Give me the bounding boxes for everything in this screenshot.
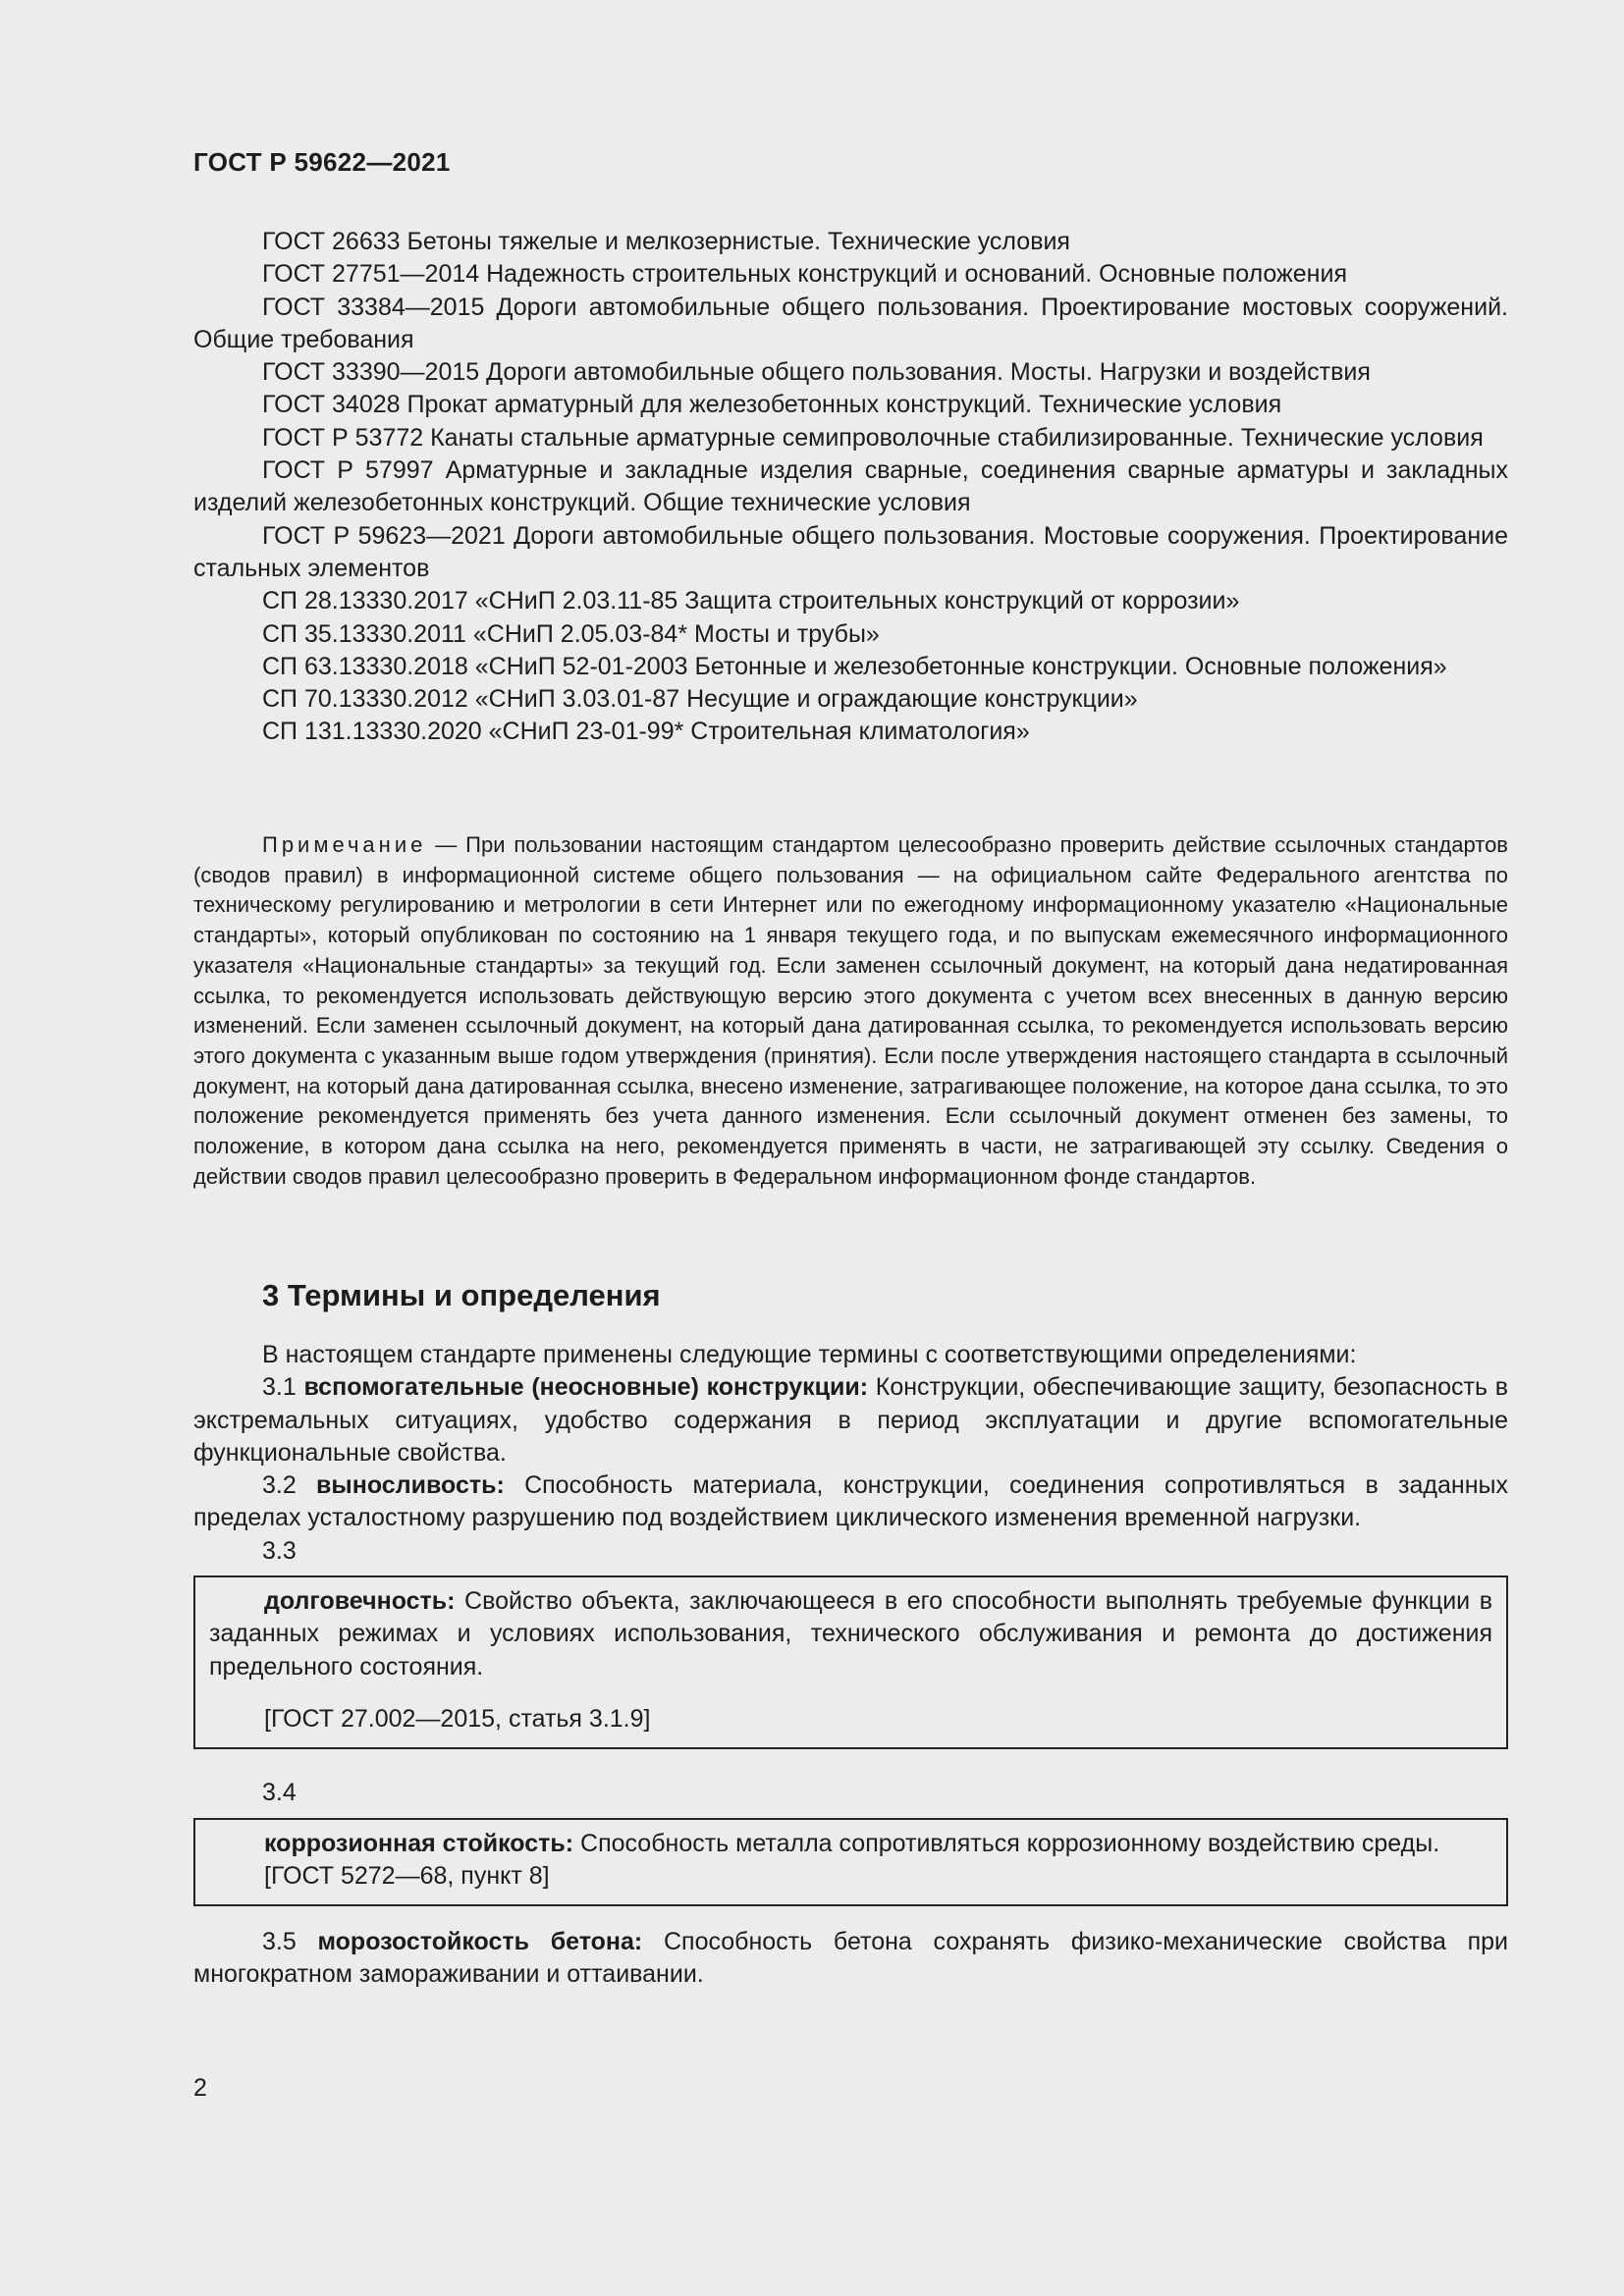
reference-item: ГОСТ 33390—2015 Дороги автомобильные общего пользования. Мосты. Нагрузки и воздействия: [262, 358, 1371, 387]
section-title: 3 Термины и определения: [262, 1278, 661, 1312]
note-text: — При пользовании настоящим стандартом целесообразно проверить действие ссылочных стандартов (сводов правил) в информационной системе общего пользования — на официальном сайте Федерального агентства по техническому регулированию и метрологии в сети Интернет или по ежегодному информационному указателю «Национальные стандарты», который опубликован по состоянию на 1 января текущего года, и по выпускам ежемесячного информационного указателя «Национальные стандарты» за текущий год. Если заменен ссылочный документ, на который дана недатированная ссылка, то рекомендуется использовать действующую версию этого документа с учетом всех внесенных в данную версию изменений. Если заменен ссылочный документ, на который дана датированная ссылка, то рекомендуется использовать версию этого документа с указанным выше годом утверждения (принятия). Если после утверждения настоящего стандарта в ссылочный документ, на который дана датированная ссылка, внесено изменение, затрагивающее положение, на которое дана ссылка, то это положение рекомендуется применять без учета данного изменения. Если ссылочный документ отменен без замены, то положение, в котором дана ссылка на него, рекомендуется применять в части, не затрагивающей эту ссылку. Сведения о действии сводов правил целесообразно проверить в Федеральном информационном фонде стандартов.: [193, 832, 1508, 1189]
term-citation: [ГОСТ 5272—68, пункт 8]: [264, 1861, 550, 1890]
reference-item: ГОСТ 27751—2014 Надежность строительных конструкций и оснований. Основные положения: [262, 260, 1347, 289]
normative-references: [193, 226, 1508, 749]
term-3-5: [193, 1926, 1508, 1992]
term-box-3-4: [193, 1818, 1508, 1907]
term-name: долговечность:: [264, 1587, 456, 1616]
term-citation: [ГОСТ 27.002—2015, статья 3.1.9]: [264, 1704, 651, 1733]
reference-item: СП 35.13330.2011 «СНиП 2.05.03-84* Мосты и трубы»: [262, 619, 880, 648]
reference-item: ГОСТ Р 57997 Арматурные и закладные изделия сварные, соединения сварные арматуры и закладных изделий железобетонных конструкций. Общие технические условия: [193, 456, 1508, 517]
terms-section: [193, 1339, 1508, 1992]
reference-item: ГОСТ Р 53772 Канаты стальные арматурные семипроволочные стабилизированные. Технические условия: [262, 423, 1484, 452]
term-number: 3.1: [262, 1373, 304, 1402]
term-3-2: [193, 1469, 1508, 1535]
term-definition: Способность материала, конструкции, соединения сопротивляться в заданных пределах усталостному разрушению под воздействием циклического изменения временной нагрузки.: [193, 1471, 1508, 1532]
term-name: вспомогательные (неосновные) конструкции:: [303, 1373, 869, 1402]
reference-item: ГОСТ 26633 Бетоны тяжелые и мелкозернистые. Технические условия: [262, 228, 1070, 255]
term-3-3: [209, 1585, 1492, 1683]
term-definition: Способность металла сопротивляться коррозионному воздействию среды.: [573, 1829, 1440, 1857]
term-definition: Свойство объекта, заключающееся в его способности выполнять требуемые функции в заданных режимах и условиях использования, технического обслуживания и ремонта до достижения предельного состояния.: [209, 1587, 1492, 1681]
term-number: 3.5: [262, 1928, 318, 1956]
term-number-3-4: 3.4: [262, 1779, 297, 1807]
term-name: морозостойкость бетона:: [317, 1928, 643, 1956]
reference-item: ГОСТ 33384—2015 Дороги автомобильные общего пользования. Проектирование мостовых сооружений. Общие требования: [193, 293, 1508, 353]
term-name: выносливость:: [316, 1471, 505, 1500]
page-number: 2: [193, 2074, 207, 2102]
note-label: Примечание: [262, 832, 427, 857]
reference-item: СП 70.13330.2012 «СНиП 3.03.01-87 Несущие и ограждающие конструкции»: [262, 685, 1138, 714]
term-number: 3.2: [262, 1471, 317, 1500]
term-3-1: [193, 1371, 1508, 1469]
reference-item: ГОСТ 34028 Прокат арматурный для железобетонных конструкций. Технические условия: [262, 391, 1282, 419]
section-intro: В настоящем стандарте применены следующие термины с соответствующими определениями:: [262, 1341, 1357, 1368]
term-name: коррозионная стойкость:: [264, 1829, 574, 1857]
term-box-3-3: [193, 1575, 1508, 1749]
term-definition: Способность бетона сохранять физико-механические свойства при многократном замораживании и оттаивании.: [193, 1928, 1509, 1989]
document-header: ГОСТ Р 59622—2021: [193, 147, 451, 177]
reference-item: СП 28.13330.2017 «СНиП 2.03.11-85 Защита строительных конструкций от коррозии»: [262, 587, 1240, 615]
term-3-4: [209, 1828, 1492, 1860]
references-note: [193, 830, 1508, 1192]
term-number-3-3: 3.3: [262, 1536, 297, 1565]
term-definition: Конструкции, обеспечивающие защиту, безопасность в экстремальных ситуациях, удобство содержания в период эксплуатации и другие вспомогательные функциональные свойства.: [193, 1373, 1508, 1467]
reference-item: СП 131.13330.2020 «СНиП 23-01-99* Строительная климатология»: [262, 718, 1030, 746]
reference-item: СП 63.13330.2018 «СНиП 52-01-2003 Бетонные и железобетонные конструкции. Основные положения»: [262, 652, 1447, 680]
reference-item: ГОСТ Р 59623—2021 Дороги автомобильные общего пользования. Мостовые сооружения. Проектирование стальных элементов: [193, 521, 1508, 582]
